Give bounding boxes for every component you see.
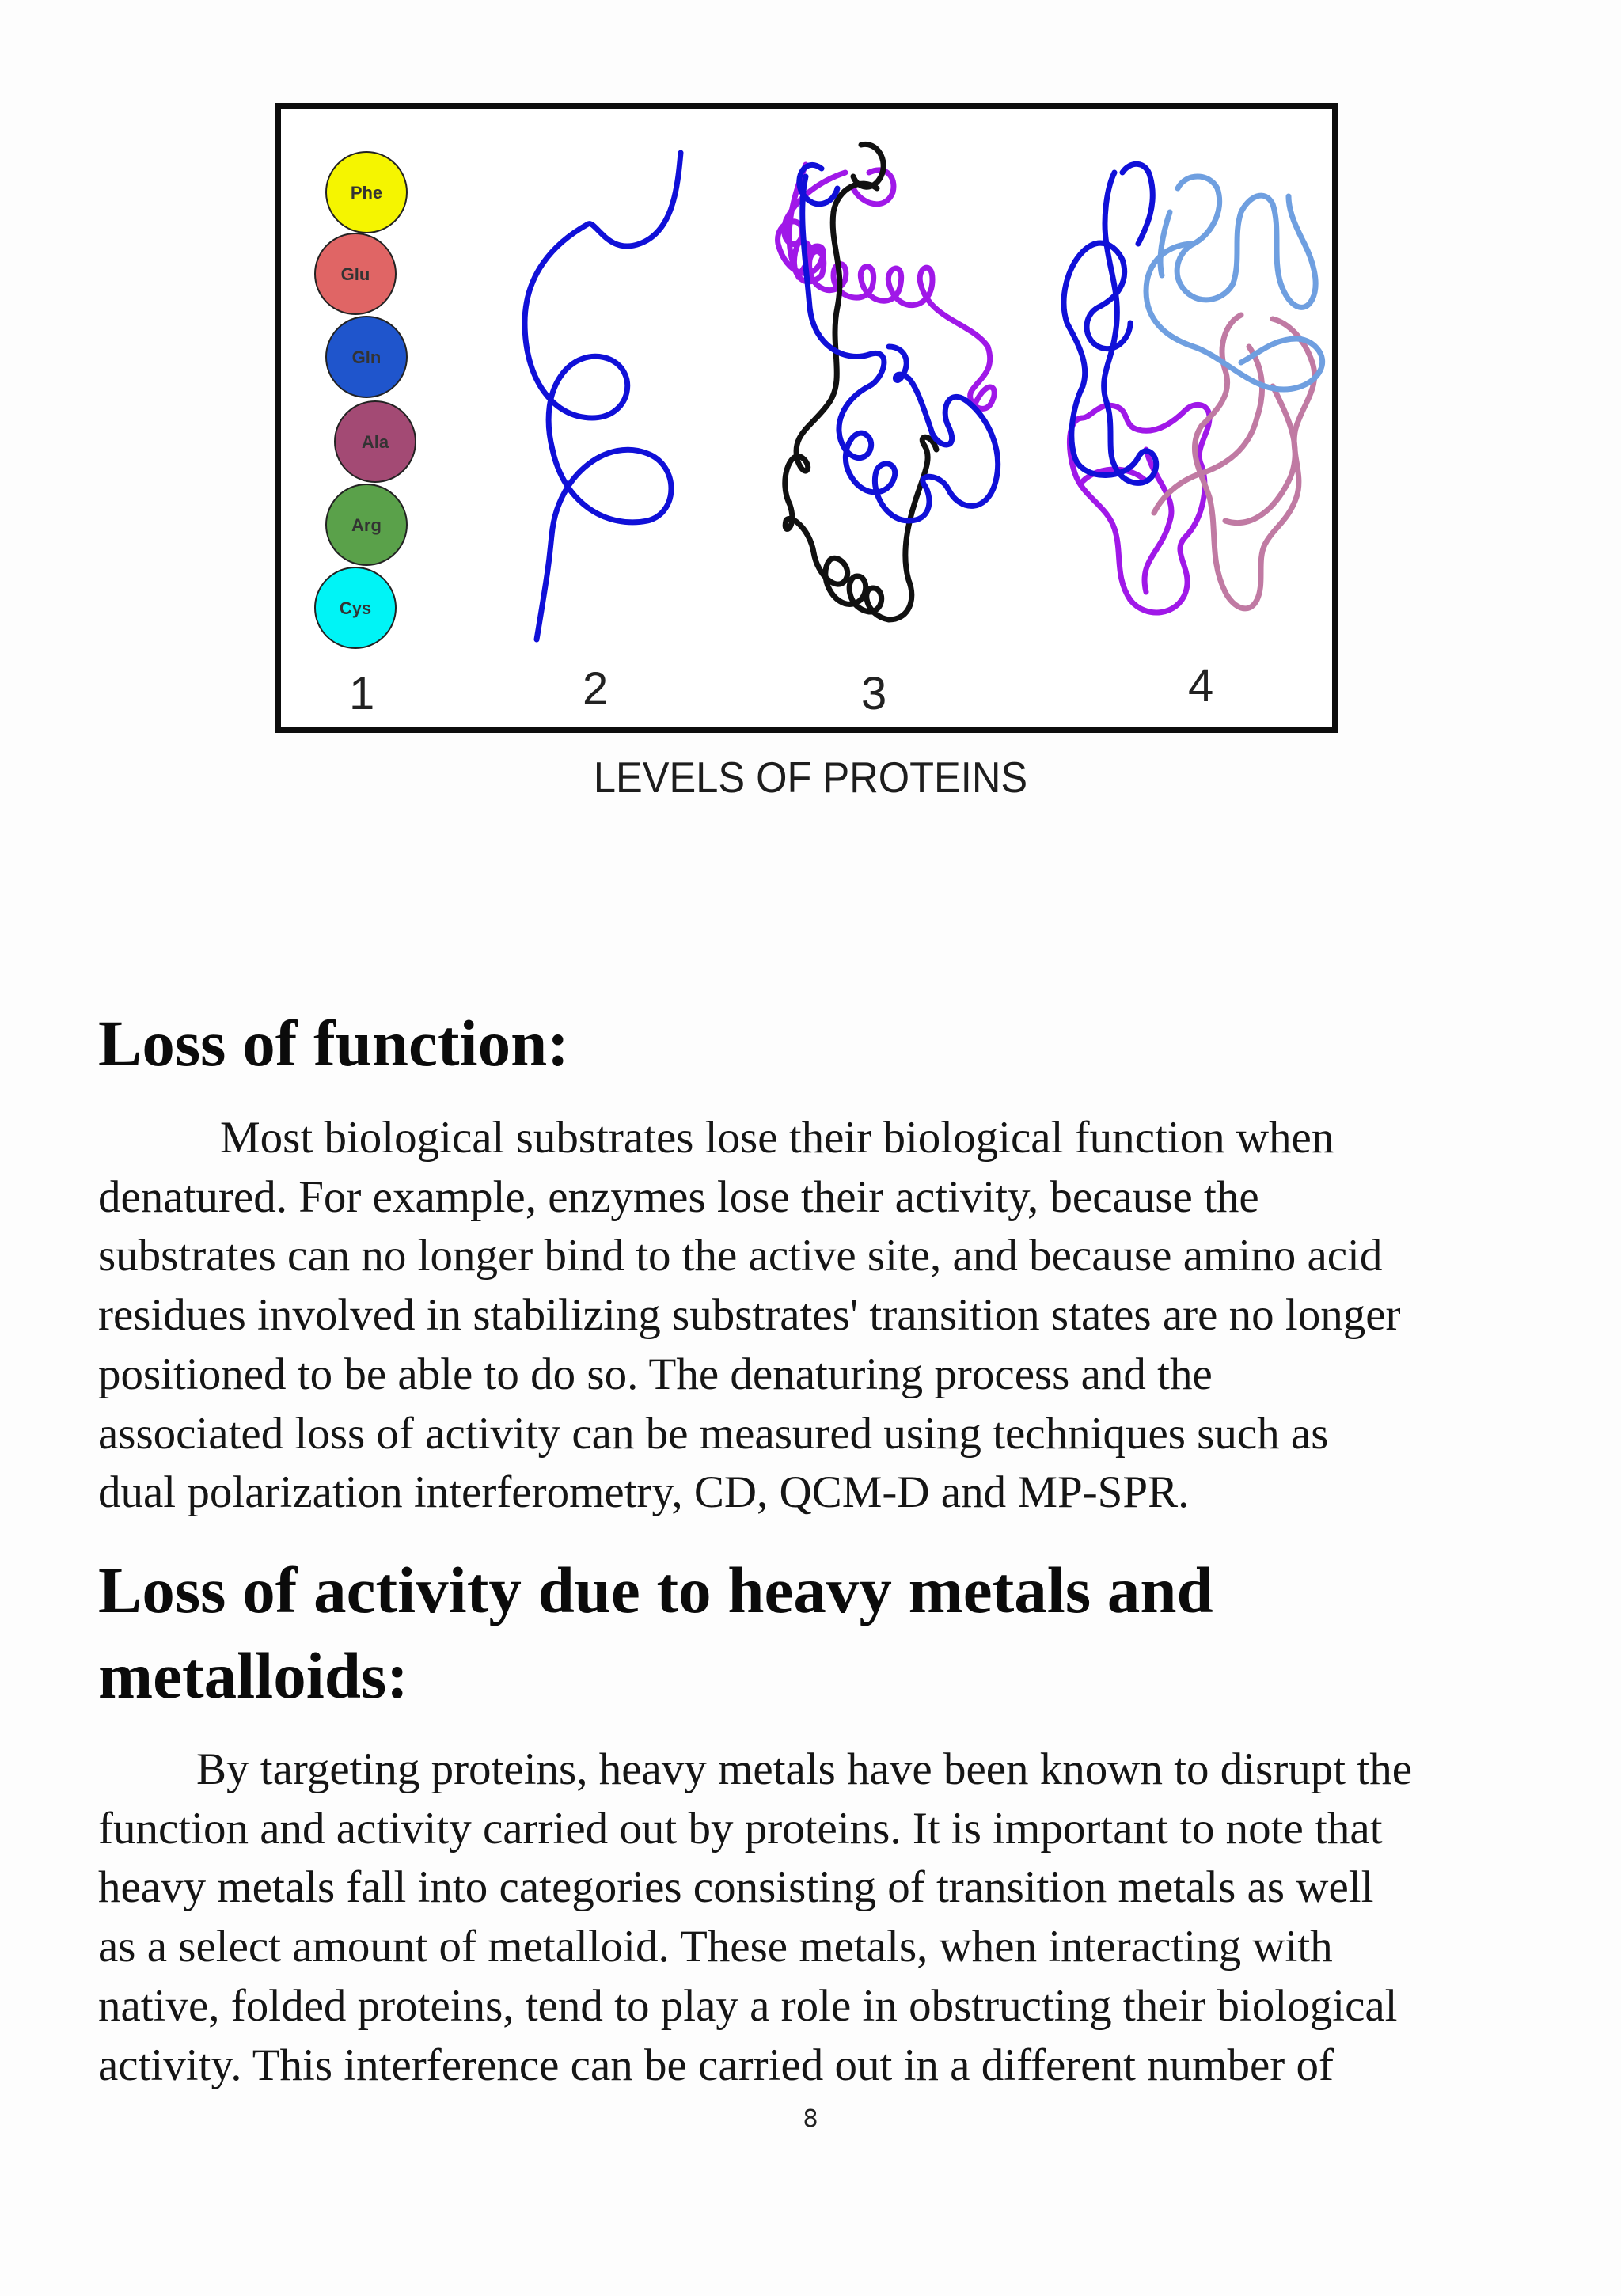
amino-acid-label: Glu (340, 264, 370, 284)
heading-line: metalloids: (98, 1639, 408, 1712)
protein-structure-illustration (281, 109, 1332, 727)
paragraph-line: function and activity carried out by proteins. It is important to note that (98, 1803, 1383, 1854)
quaternary-structure (1064, 164, 1323, 613)
paragraph-line: dual polarization interferometry, CD, QCM-D and MP-SPR. (98, 1467, 1190, 1518)
paragraph-line: By targeting proteins, heavy metals have been known to disrupt the (196, 1744, 1413, 1794)
paragraph-heavy-metals (98, 1740, 1523, 2095)
page-number: 8 (803, 2105, 818, 2133)
amino-acid-cys (315, 567, 396, 648)
heading-line: Loss of function: (98, 1007, 569, 1080)
secondary-structure-coil (525, 153, 681, 639)
amino-acid-gln (326, 317, 407, 397)
paragraph-line: Most biological substrates lose their biological function when (220, 1113, 1334, 1163)
paragraph-line: associated loss of activity can be measured using techniques such as (98, 1408, 1329, 1459)
primary-structure-chain (315, 152, 416, 648)
paragraph-line: positioned to be able to do so. The denaturing process and the (98, 1349, 1213, 1399)
paragraph-line: residues involved in stabilizing substrates' transition states are no longer (98, 1290, 1401, 1341)
amino-acid-arg (326, 484, 407, 565)
paragraph-line: native, folded proteins, tend to play a role in obstructing their biological (98, 1980, 1398, 2031)
protein-levels-figure (275, 103, 1338, 733)
amino-acid-label: Arg (351, 515, 382, 535)
section-heading-loss-of-function (98, 1000, 1523, 1086)
level-number-4: 4 (1188, 660, 1214, 712)
amino-acid-glu (315, 233, 396, 314)
level-number-1: 1 (349, 668, 375, 719)
amino-acid-label: Phe (350, 183, 383, 203)
section-heading-heavy-metals (98, 1547, 1523, 1718)
amino-acid-phe (326, 152, 407, 233)
figure-caption: LEVELS OF PROTEINS (593, 753, 1028, 802)
paragraph-loss-of-function (98, 1109, 1523, 1523)
amino-acid-ala (335, 401, 416, 482)
level-number-2: 2 (583, 663, 609, 715)
paragraph-line: denatured. For example, enzymes lose their activity, because the (98, 1171, 1259, 1222)
heading-line: Loss of activity due to heavy metals and (98, 1554, 1213, 1626)
amino-acid-label: Ala (361, 432, 389, 452)
amino-acid-label: Cys (339, 598, 372, 618)
paragraph-line: as a select amount of metalloid. These metals, when interacting with (98, 1922, 1333, 1972)
tertiary-structure (778, 144, 998, 620)
paragraph-line: activity. This interference can be carried out in a different number of (98, 2040, 1334, 2090)
amino-acid-label: Gln (351, 347, 382, 367)
level-number-3: 3 (861, 668, 887, 719)
paragraph-line: substrates can no longer bind to the active site, and because amino acid (98, 1231, 1383, 1281)
paragraph-line: heavy metals fall into categories consisting of transition metals as well (98, 1862, 1374, 1913)
